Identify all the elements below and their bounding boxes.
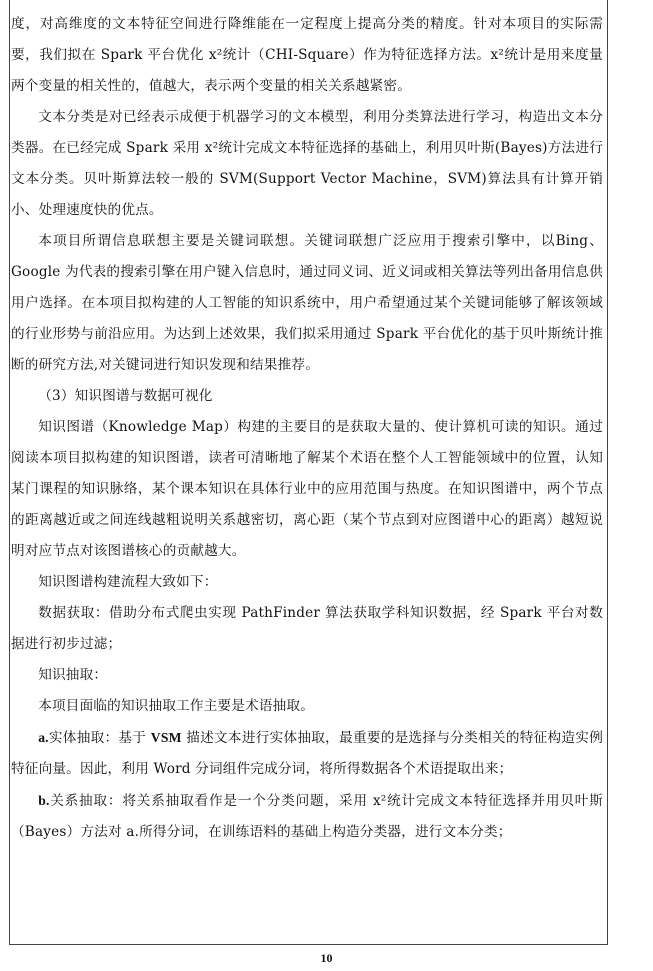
paragraph-chi-square: 度，对高维度的文本特征空间进行降维能在一定程度上提高分类的精度。针对本项目的实际需要，我们拟在 Spark 平台优化 x²统计（CHI-Square）作为特征选择方法。x²统计是用来度量两个变量的相关性的，值越大，表示两个变量的相关关系越紧密。 [11, 16, 603, 94]
entity-text-before: 实体抽取：基于 [48, 730, 151, 746]
paragraph-data-acquisition: 数据获取：借助分布式爬虫实现 PathFinder 算法获取学科知识数据，经 Spark 平台对数据进行初步过滤； [11, 605, 603, 652]
paragraph-entity-extraction [11, 722, 603, 785]
paragraph-text-classification: 文本分类是对已经表示成便于机器学习的文本模型，利用分类算法进行学习，构造出文本分类器。在已经完成 Spark 采用 x²统计完成文本特征选择的基础上，利用贝叶斯(Bayes)方法进行文本分类。贝叶斯算法较一般的 SVM(Support Vector Machine，SVM)算法具有计算开销小、处理速度快的优点。 [11, 109, 603, 218]
list-label-b: b. [38, 793, 50, 808]
page-number: 10 [320, 951, 333, 965]
paragraph-term-extraction: 本项目面临的知识抽取工作主要是术语抽取。 [38, 698, 315, 714]
vsm-term: VSM [150, 730, 182, 745]
document-body [11, 9, 603, 848]
entity-text-after: 描述文本进行实体抽取，最重要的是选择与分类相关的特征构造实例特征向量。因此，利用 Word 分词组件完成分词，将所得数据各个术语提取出来； [11, 730, 603, 777]
paragraph-relation-extraction [11, 785, 603, 848]
relation-text: 关系抽取：将关系抽取看作是一个分类问题，采用 x²统计完成文本特征选择并用贝叶斯 （Bayes）方法对 a.所得分词，在训练语料的基础上构造分类器，进行文本分类； [11, 793, 603, 840]
section-heading-knowledge-graph: （3）知识图谱与数据可视化 [38, 388, 213, 404]
paragraph-keyword-association: 本项目所谓信息联想主要是关键词联想。关键词联想广泛应用于搜索引擎中，以Bing、Google 为代表的搜索引擎在用户键入信息时，通过同义词、近义词或相关算法等列出备用信息供用户选择。在本项目拟构建的人工智能的知识系统中，用户希望通过某个关键词能够了解该领域的行业形势与前沿应用。为达到上述效果，我们拟采用通过 Spark 平台优化的基于贝叶斯统计推断的研究方法,对关键词进行知识发现和结果推荐。 [11, 233, 603, 373]
paragraph-process-intro: 知识图谱构建流程大致如下： [38, 574, 218, 590]
paragraph-knowledge-map: 知识图谱（Knowledge Map）构建的主要目的是获取大量的、使计算机可读的知识。通过阅读本项目拟构建的知识图谱，读者可清晰地了解某个术语在整个人工智能领域中的位置，认知某门课程的知识脉络，某个课本知识在具体行业中的应用范围与热度。在知识图谱中，两个节点的距离越近或之间连线越粗说明关系越密切，离心距（某个节点到对应图谱中心的距离）越短说明对应节点对该图谱核心的贡献越大。 [11, 419, 603, 559]
paragraph-knowledge-extraction: 知识抽取： [38, 667, 108, 683]
list-label-a: a. [38, 730, 49, 745]
